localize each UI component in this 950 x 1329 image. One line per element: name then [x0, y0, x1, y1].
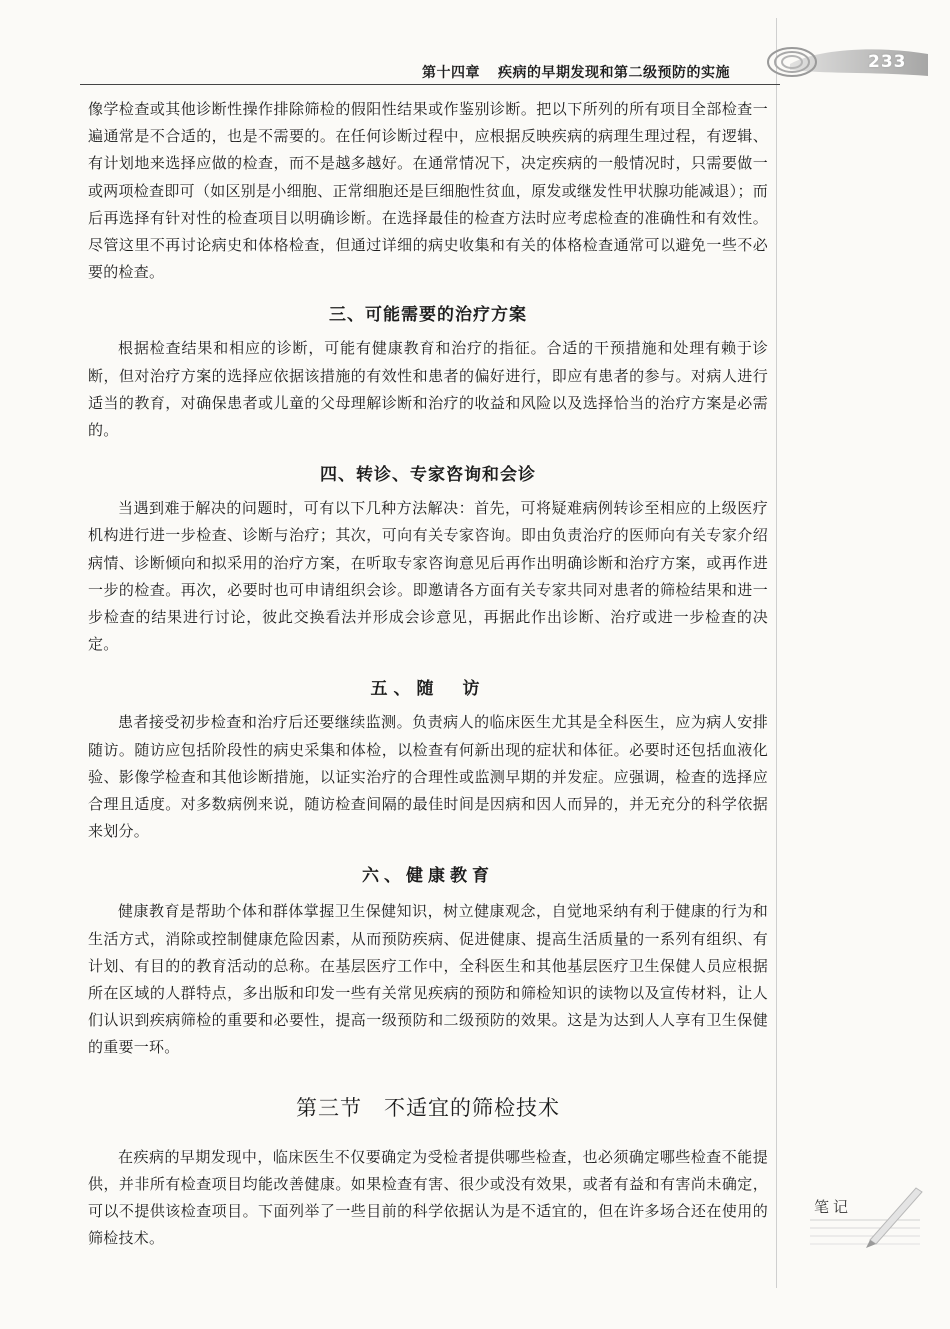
- page-content: [88, 96, 768, 1253]
- section-heading-referral: 四、转诊、专家咨询和会诊: [320, 465, 536, 486]
- health-education-paragraph: 健康教育是帮助个体和群体掌握卫生保健知识，树立健康观念，自觉地采纳有利于健康的行为和生活方式，消除或控制健康危险因素，从而预防疾病、促进健康、提高生活质量的一系列有组织、有计划、有目的的教育活动的总称。在基层医疗工作中，全科医生和其他基层医疗卫生保健人员应根据所在区域的人群特点，多出版和印发一些有关常见疾病的预防和筛检知识的读物以及宣传材料，让人们认识到疾病筛检的重要和必要性，提高一级预防和二级预防的效果。这是为达到人人享有卫生保健的重要一环。: [88, 902, 768, 1057]
- section-three-paragraph: 在疾病的早期发现中，临床医生不仅要确定为受检者提供哪些检查，也必须确定哪些检查不能提供，并非所有检查项目均能改善健康。如果检查有害、很少或没有效果，或者有益和有害尚未确定，可以不提供该检查项目。下面列举了一些目前的科学依据认为是不适宜的，但在许多场合还在使用的筛检技术。: [88, 1147, 768, 1248]
- notes-label: 笔记: [814, 1198, 853, 1216]
- section-heading-followup: 五、随 访: [370, 679, 486, 700]
- intro-paragraph: 像学检查或其他诊断性操作排除筛检的假阳性结果或作鉴别诊断。把以下所列的所有项目全部检查一遍通常是不合适的，也是不需要的。在任何诊断过程中，应根据反映疾病的病理生理过程，有逻辑、有计划地来选择应做的检查，而不是越多越好。在通常情况下，决定疾病的一般情况时，只需要做一或两项检查即可（如区别是小细胞、正常细胞还是巨细胞性贫血，原发或继发性甲状腺功能减退）；而后再选择有针对性的检查项目以明确诊断。在选择最佳的检查方法时应考虑检查的准确性和有效性。尽管这里不再讨论病史和体格检查，但通过详细的病史收集和有关的体格检查通常可以避免一些不必要的检查。: [88, 100, 768, 282]
- margin-rule: [776, 18, 777, 1288]
- section-label: 第三节: [296, 1095, 362, 1120]
- section-heading-health-education: 六、健康教育: [362, 866, 494, 887]
- page-number: 233: [868, 52, 907, 72]
- header-rule: [80, 84, 780, 85]
- section-heading-treatment: 三、可能需要的治疗方案: [329, 305, 527, 326]
- followup-paragraph: 患者接受初步检查和治疗后还要继续监测。负责病人的临床医生尤其是全科医生，应为病人安排随访。随访应包括阶段性的病史采集和体检，以检查有何新出现的症状和体征。必要时还包括血液化验、影像学检查和其他诊断措施，以证实治疗的合理性或监测早期的并发症。应强调，检查的选择应合理且适度。对多数病例来说，随访检查间隔的最佳时间是因病和因人而异的，并无充分的科学依据来划分。: [88, 713, 768, 841]
- referral-paragraph: 当遇到难于解决的问题时，可有以下几种方法解决：首先，可将疑难病例转诊至相应的上级医疗机构进行进一步检查、诊断与治疗；其次，可向有关专家咨询。即由负责治疗的医师向有关专家介绍病情、诊断倾向和拟采用的治疗方案，在听取专家咨询意见后再作出明确诊断和治疗方案，或再作进一步的检查。再次，必要时也可申请组织会诊。即邀请各方面有关专家共同对患者的筛检结果和进一步检查的结果进行讨论，彼此交换看法并形成会诊意见，再据此作出诊断、治疗或进一步检查的决定。: [88, 499, 768, 654]
- running-header: [90, 62, 730, 82]
- section-title: [88, 1092, 768, 1122]
- treatment-paragraph: 根据检查结果和相应的诊断，可能有健康教育和治疗的指征。合适的干预措施和处理有赖于诊断，但对治疗方案的选择应依据该措施的有效性和患者的偏好进行，即应有患者的参与。对病人进行适当的教育，对确保患者或儿童的父母理解诊断和治疗的收益和风险以及选择恰当的治疗方案是必需的。: [88, 339, 768, 440]
- chapter-title: 疾病的早期发现和第二级预防的实施: [498, 65, 730, 81]
- chapter-number: 第十四章: [422, 65, 480, 81]
- section-title-text: 不适宜的筛检技术: [384, 1095, 560, 1120]
